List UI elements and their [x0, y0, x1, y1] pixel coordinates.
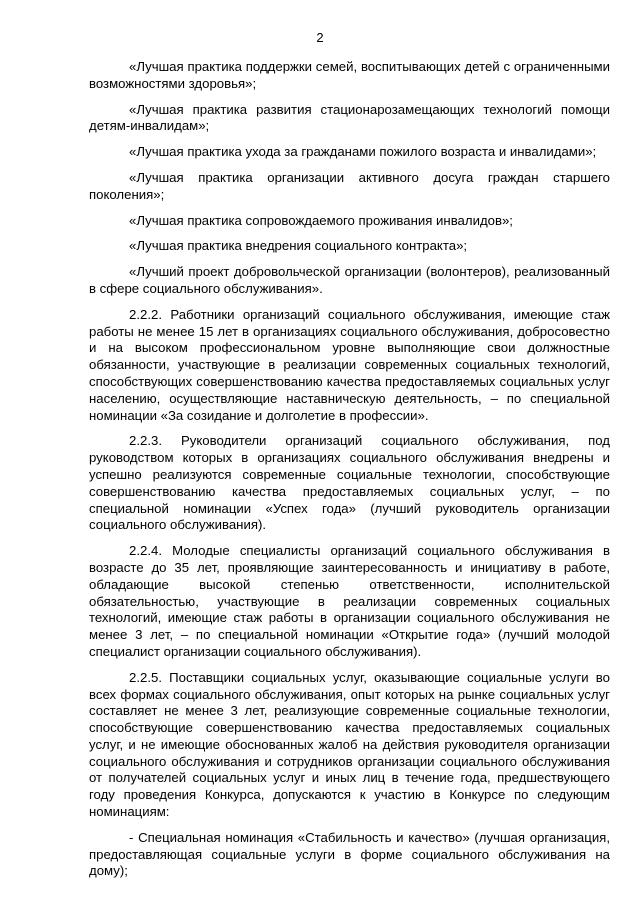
paragraph-nomination-stability: - Специальная номинация «Стабильность и качество» (лучшая организация, предоставляющая социальные услуги в форме социального обслуживания на дому);	[89, 829, 610, 879]
paragraph-nomination-families: «Лучшая практика поддержки семей, воспитывающих детей с ограниченными возможностями здоровья»;	[89, 59, 610, 91]
paragraph-nomination-elderly-care: «Лучшая практика ухода за гражданами пожилого возраста и инвалидами»;	[129, 144, 597, 160]
document-body	[89, 59, 610, 889]
paragraph-nomination-volunteers: «Лучший проект добровольческой организации (волонтеров), реализованный в сфере социального обслуживания».	[89, 264, 610, 296]
paragraph-nomination-disabled-children: «Лучшая практика развития стационарозамещающих технологий помощи детям-инвалидам»;	[89, 101, 610, 134]
paragraph-nomination-social-contract: «Лучшая практика внедрения социального контракта»;	[129, 238, 468, 254]
paragraph-nomination-leisure: «Лучшая практика организации активного досуга граждан старшего поколения»;	[89, 169, 610, 202]
paragraph-2-2-2: 2.2.2. Работники организаций социального обслуживания, имеющие стаж работы не менее 15 лет в организациях социального обслуживания, добросовестно и на высоком профессиональном уровне выполняющие свои должностные обязанности, участвующие в реализации современных социальных технологий, способствующих совершенствованию качества предоставляемых социальных услуг населению, осуществляющие наставническую деятельность, – по специальной номинации «За созидание и долголетие в профессии».	[89, 306, 610, 423]
paragraph-nomination-supported-living: «Лучшая практика сопровождаемого проживания инвалидов»;	[129, 212, 513, 228]
page-number: 2	[316, 30, 324, 45]
paragraph-2-2-3: 2.2.3. Руководители организаций социального обслуживания, под руководством которых в организациях социального обслуживания внедрены и успешно реализуются современные социальные технологии, способствующие совершенствованию качества предоставляемых социальных услуг, – по специальной номинации «Успех года» (лучший руководитель организации социального обслуживания).	[89, 433, 610, 533]
paragraph-2-2-5: 2.2.5. Поставщики социальных услуг, оказывающие социальные услуги во всех формах социального обслуживания, опыт которых на рынке социальных услуг составляет не менее 3 лет, реализующие современные социальные технологии, способствующие совершенствованию качества предоставляемых социальных услуг, и не имеющие обоснованных жалоб на действия руководителя организации социального обслуживания и сотрудников организации социального обслуживания от получателей социальных услуг и иных лиц в течение года, предшествующего году проведения Конкурса, допускаются к участию в Конкурсе по следующим номинациям:	[89, 669, 610, 820]
paragraph-2-2-4: 2.2.4. Молодые специалисты организаций социального обслуживания в возрасте до 35 лет, проявляющие заинтересованность и инициативу в работе, обладающие высокой степенью ответственности, исполнительской обязательностью, участвующие в реализации современных социальных технологий, имеющие стаж работы в организации социального обслуживания не менее 3 лет, – по специальной номинации «Открытие года» (лучший молодой специалист организации социального обслуживания).	[89, 543, 610, 659]
